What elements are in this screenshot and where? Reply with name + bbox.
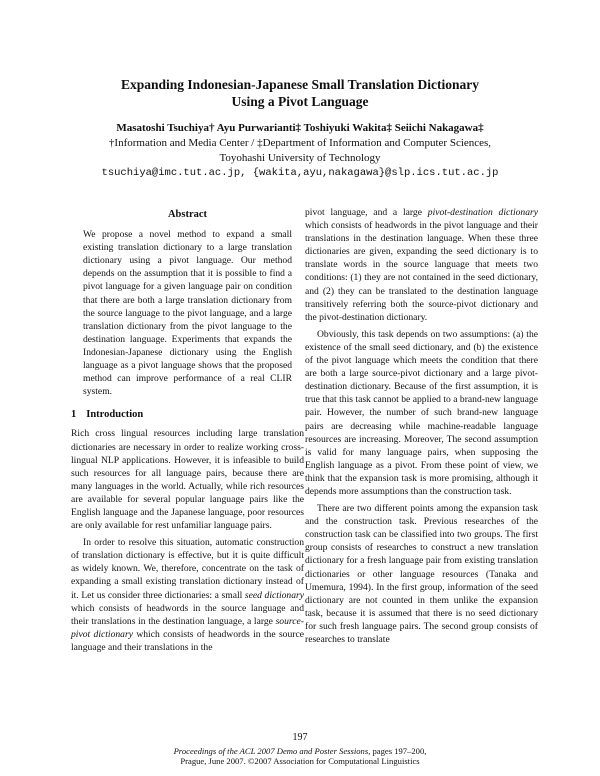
term-pivot-destination-dictionary: pivot-destination dictionary: [427, 207, 538, 218]
section-heading-introduction: [71, 408, 304, 421]
text-run: In order to resolve this situation, automatic construction of translation dictionary is effective, but it is quite difficult as widely known. We, therefore, concentrate on the task of expanding a small existing translation dictionary instead of it. Let us consider three dictionaries: a small: [71, 537, 304, 601]
affiliation-line-1: †Information and Media Center / ‡Department of Information and Computer Sciences,: [108, 137, 492, 149]
intro-paragraph-1: Rich cross lingual resources including large translation dictionaries are necessary in order to realize working cross-lingual NLP applications. However, it is infeasible to build such resources for all language pairs, because there are many languages in the world. Actually, while rich resources are available for several popular language pairs like the English language and the Japanese language, poor resources are only available for rest unfamiliar language pairs.: [71, 428, 304, 532]
right-paragraph-1: [305, 206, 538, 324]
right-paragraph-2: Obviously, this task depends on two assumptions: (a) the existence of the small seed dictionary, and (b) the existence of the pivot language which meets the condition that there are both a large source-pivot dictionary and a large pivot-destination dictionary. Because of the first assumption, it is true that this task cannot be applied to a brand-new language pair. However, the number of such brand-new language pairs are decreasing while machine-readable language resources are increasing. Moreover, The second assumption is valid for many language pairs, when supposing the English language as a pivot. From these point of view, we think that the expansion task is more promising, although it depends more assumptions than the construction task.: [305, 328, 538, 497]
title-line-2: Using a Pivot Language: [231, 94, 369, 109]
page-footer: [60, 733, 540, 767]
term-seed-dictionary: seed dictionary: [244, 589, 304, 601]
page-number: 197: [292, 732, 308, 743]
left-column: [71, 206, 304, 654]
footer-line-2: Prague, June 2007. ©2007 Association for Computational Linguistics: [180, 756, 420, 766]
author-emails: tsuchiya@imc.tut.ac.jp, {wakita,ayu,nakagawa}@slp.ics.tut.ac.jp: [101, 167, 499, 179]
section-number: 1: [71, 409, 77, 421]
abstract-body: We propose a novel method to expand a small existing translation dictionary to a large translation dictionary using a pivot language. Our method depends on the assumption that it is possible to find a pivot language for a given language pair on condition that there are both a large translation dictionary from the source language to the pivot language, and a large translation dictionary from the pivot language to the destination language. Experiments that expands the Indonesian-Japanese dictionary using the English language as a pivot language shows that the proposed method can improve performance of a real CLIR system.: [83, 229, 292, 398]
affiliation-line-2: Toyohashi University of Technology: [219, 152, 381, 164]
proceedings-title: Proceedings of the ACL 2007 Demo and Poster Sessions: [173, 745, 369, 756]
title-line-1: Expanding Indonesian-Japanese Small Translation Dictionary: [120, 77, 480, 92]
section-title: Introduction: [86, 409, 144, 421]
right-paragraph-3: There are two different points among the expansion task and the construction task. Previous researches of the construction task can be classified into two groups. The first group consists of researches to construct a new translation dictionary for a fresh language pair from existing translation dictionaries or other language resources (Tanaka and Umemura, 1994). In the first group, information of the seed dictionary are not counted in them unlike the expansion task, because it is assumed that there is no seed dictionary for such fresh language pairs. The second group consists of researches to translate: [305, 503, 538, 645]
paper-title: [60, 76, 540, 110]
term-source-pivot-dictionary: source-pivot dictionary: [71, 615, 304, 640]
text-run: pivot language, and a large: [305, 207, 428, 218]
right-column: [305, 206, 538, 646]
text-run: which consists of headwords in the source language and their translations in the destination language, a large: [71, 602, 304, 627]
text-run: which consists of headwords in the pivot language and their translations in the destination language. When these three dictionaries are given, expanding the seed dictionary is to translate words in the source language that meets two conditions: (1) they are not contained in the seed dictionary, and (2) they can be translated to the destination language transitively referring both the source-pivot dictionary and the pivot-destination dictionary.: [305, 220, 538, 323]
author-block: [40, 121, 560, 181]
author-names: Masatoshi Tsuchiya† Ayu Purwarianti‡ Toshiyuki Wakita‡ Seiichi Nakagawa‡: [116, 122, 484, 134]
intro-paragraph-2: [71, 536, 304, 654]
text-run: which consists of headwords in the source language and their translations in the: [71, 628, 304, 653]
proceedings-pages: , pages 197–200,: [368, 745, 427, 756]
footer-line-1: [60, 746, 540, 757]
abstract-heading: Abstract: [167, 209, 208, 220]
